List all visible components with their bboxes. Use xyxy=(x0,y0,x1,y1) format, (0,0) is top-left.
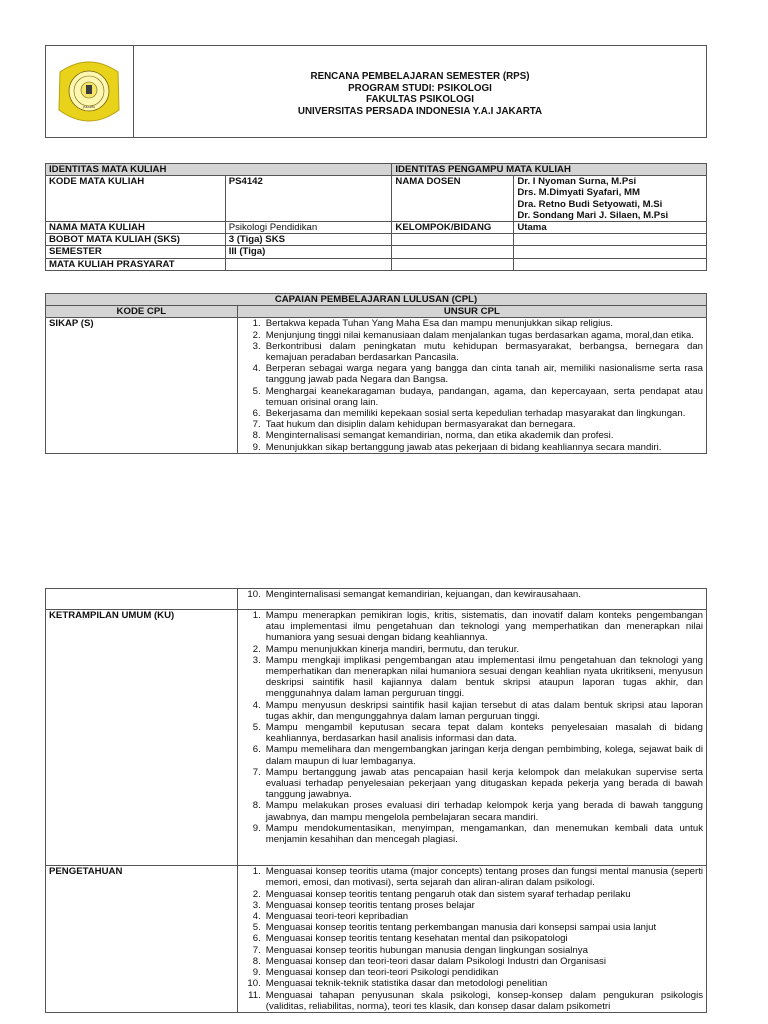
list-item xyxy=(241,889,703,900)
svg-text:JAKARTA: JAKARTA xyxy=(82,105,96,109)
list-item xyxy=(241,318,703,329)
item-number: 3. xyxy=(252,899,261,911)
logo-cell xyxy=(46,46,134,137)
dosen-list xyxy=(514,176,707,222)
item-text: Menunjukkan sikap bertanggung jawab atas pekerjaan di bidang keahliannya secara mandiri. xyxy=(265,441,662,453)
item-number: 7. xyxy=(252,944,261,956)
kode-cpl-header: KODE CPL xyxy=(46,306,238,318)
cpl-title: CAPAIAN PEMBELAJARAN LULUSAN (CPL) xyxy=(46,294,707,306)
item-number: 5. xyxy=(252,722,261,734)
table-row xyxy=(46,222,707,234)
table-row xyxy=(46,234,707,246)
table-row xyxy=(46,258,707,270)
item-text: Menjunjung tinggi nilai kemanusiaan dalam menjalankan tugas berdasarkan agama, moral,dan etika. xyxy=(265,329,694,341)
university-logo xyxy=(46,46,133,137)
table-row xyxy=(46,610,707,866)
title-line-3: FAKULTAS PSIKOLOGI xyxy=(366,94,474,105)
list-item xyxy=(241,430,703,441)
list-item xyxy=(241,945,703,956)
kelompok-value: Utama xyxy=(514,222,707,234)
item-text: Mampu memelihara dan mengembangkan jaringan kerja dengan pembimbing, kolega, sejawat baik di dalam maupun di luar lembaganya. xyxy=(265,744,703,767)
item-text: Menguasai konsep dan teori-teori Psikologi pendidikan xyxy=(265,967,499,979)
empty-cell xyxy=(514,258,707,270)
table-row xyxy=(46,866,707,1013)
item-number: 2. xyxy=(252,888,261,900)
list-item xyxy=(241,655,703,700)
list-item xyxy=(241,866,703,888)
item-number: 4. xyxy=(252,363,261,375)
identitas-pengampu-heading: IDENTITAS PENGAMPU MATA KULIAH xyxy=(392,164,707,176)
dosen-name: Dr. I Nyoman Surna, M.Psi xyxy=(517,176,637,188)
item-text: Menginternalisasi semangat kemandirian, kejuangan, dan kewirausahaan. xyxy=(265,589,581,600)
item-text: Menguasai konsep teoritis tentang pengaruh otak dan sistem syaraf terhadap perilaku xyxy=(265,888,631,900)
item-text: Menguasai teori-teori kepribadian xyxy=(265,911,409,923)
item-number: 1. xyxy=(252,318,261,330)
item-number: 9. xyxy=(252,822,261,834)
table-row xyxy=(46,176,707,222)
item-number: 8. xyxy=(252,800,261,812)
nama-value: Psikologi Pendidikan xyxy=(225,222,392,234)
item-number: 6. xyxy=(252,744,261,756)
cpl-table xyxy=(45,293,707,454)
sikap-list-continued xyxy=(241,589,703,600)
semester-label: SEMESTER xyxy=(46,246,226,258)
item-text: Bertakwa kepada Tuhan Yang Maha Esa dan mampu menunjukkan sikap religius. xyxy=(265,318,614,330)
list-item xyxy=(241,408,703,419)
list-item xyxy=(241,900,703,911)
table-row xyxy=(46,589,707,610)
item-text: Mampu mengkaji implikasi pengembangan atau implementasi ilmu pengetahuan dan teknologi yang memperhatikan dan menerapkan nilai humaniora sesuai dengan keahlian nyata ukritikseni, menyusun deskripsi saintifik hasil kajiannya dalam bentuk skripsi ataupun laporan tugas akhir, dan menggunahnya dalam laman perguruan tinggi. xyxy=(265,654,703,700)
identitas-table xyxy=(45,163,707,271)
item-text: Menguasai konsep teoritis tentang perkembangan manusia dari konsepsi sampai usia lanjut xyxy=(265,922,657,934)
item-text: Mampu menunjukkan kinerja mandiri, bermutu, dan terukur. xyxy=(265,643,520,655)
item-text: Mampu bertanggung jawab atas pencapaian hasil kerja kelompok dan melakukan supervise serta evaluasi terhadap penyelesaian pekerjaan yang ditugaskan kepada pekerja yang berada di bawah tanggung jawabnya. xyxy=(265,766,703,801)
item-text: Menguasai teknik-teknik statistika dasar dan metodologi penelitian xyxy=(265,978,548,990)
item-number: 8. xyxy=(252,955,261,967)
empty-cell xyxy=(392,246,514,258)
ku-items xyxy=(237,610,706,866)
item-number: 5. xyxy=(252,922,261,934)
item-text: Mampu mengambil keputusan secara tepat dalam konteks penyelesaian masalah di bidang keahliannya, berdasarkan hasil analisis informasi dan data. xyxy=(265,722,703,745)
sikap-items xyxy=(237,318,706,453)
kelompok-label: KELOMPOK/BIDANG xyxy=(392,222,514,234)
list-item xyxy=(241,933,703,944)
table-row xyxy=(46,246,707,258)
empty-cell xyxy=(514,246,707,258)
empty-cell xyxy=(46,589,238,610)
item-number: 7. xyxy=(252,766,261,778)
item-text: Mampu mendokumentasikan, menyimpan, mengamankan, dan menemukan kembali data untuk menjamin kesahihan dan mencegah plagiasi. xyxy=(265,822,703,846)
unsur-cpl-header: UNSUR CPL xyxy=(237,306,706,318)
item-number: 1. xyxy=(252,610,261,621)
item-number: 3. xyxy=(252,340,261,352)
list-item xyxy=(241,990,703,1012)
item-number: 11. xyxy=(248,989,261,1001)
cpl-column-header-row xyxy=(46,306,707,318)
item-number: 7. xyxy=(252,419,261,431)
list-item xyxy=(241,442,703,453)
nama-label: NAMA MATA KULIAH xyxy=(46,222,226,234)
sikap-list xyxy=(241,318,703,452)
item-number: 6. xyxy=(252,933,261,945)
cpl-table-continued xyxy=(45,588,707,1013)
item-number: 10. xyxy=(247,589,261,600)
list-item xyxy=(241,967,703,978)
prasyarat-label: MATA KULIAH PRASYARAT xyxy=(46,258,226,270)
dosen-name: Dr. Sondang Mari J. Silaen, M.Psi xyxy=(517,209,669,221)
empty-cell xyxy=(225,258,392,270)
list-item xyxy=(241,744,703,766)
list-item xyxy=(241,419,703,430)
pengetahuan-items xyxy=(237,866,706,1013)
list-item xyxy=(241,911,703,922)
item-number: 9. xyxy=(252,967,261,979)
item-text: Menghargai keanekaragaman budaya, pandangan, agama, dan kepercayaan, serta pendapat atau temuan orisinal orang lain. xyxy=(265,385,703,408)
kode-value: PS4142 xyxy=(225,176,392,222)
list-item xyxy=(241,363,703,385)
item-text: Menguasai konsep teoritis tentang proses belajar xyxy=(265,899,475,911)
list-item xyxy=(241,644,703,655)
list-item xyxy=(241,722,703,744)
item-number: 6. xyxy=(252,408,261,420)
item-text: Mampu melakukan proses evaluasi diri terhadap kelompok kerja yang berada di bawah tanggung jawabnya, dan mampu mengelola pembelajaran secara mandiri. xyxy=(265,800,703,823)
item-text: Menguasai konsep teoritis utama (major concepts) tentang proses dan fungsi mental manusia (seperti memori, emosi, dan motivasi), serta sejarah dan aliran-aliran dalam psikologi. xyxy=(265,866,703,889)
cpl-title-row xyxy=(46,294,707,306)
title-line-2: PROGRAM STUDI: PSIKOLOGI xyxy=(348,82,492,94)
empty-cell xyxy=(514,234,707,246)
dosen-label: NAMA DOSEN xyxy=(392,176,514,222)
table-row xyxy=(46,318,707,453)
item-number: 8. xyxy=(252,430,261,442)
item-text: Menguasai konsep teoritis tentang kesehatan mental dan psikopatologi xyxy=(265,933,568,945)
list-item xyxy=(241,922,703,933)
ku-label: KETRAMPILAN UMUM (KU) xyxy=(46,610,238,866)
list-item xyxy=(241,386,703,408)
list-item xyxy=(241,978,703,989)
item-text: Mampu menerapkan pemikiran logis, kritis, sistematis, dan inovatif dalam konteks pengembangan atau implementasi ilmu pengetahuan dan teknologi yang memperhatikan dan menerapkan nilai humaniora yang sesuai dengan bidang keahliannya. xyxy=(265,610,703,644)
item-text: Menginternalisasi semangat kemandirian, norma, dan etika akademik dan profesi. xyxy=(265,430,614,442)
dosen-name: Drs. M.Dimyati Syafari, MM xyxy=(517,187,640,199)
list-item xyxy=(241,341,703,363)
kode-label: KODE MATA KULIAH xyxy=(46,176,226,222)
identitas-mk-heading: IDENTITAS MATA KULIAH xyxy=(46,164,392,176)
list-item xyxy=(241,800,703,822)
item-number: 1. xyxy=(252,866,261,878)
list-item xyxy=(241,956,703,967)
sikap-label: SIKAP (S) xyxy=(46,318,238,453)
list-item xyxy=(241,330,703,341)
bobot-label: BOBOT MATA KULIAH (SKS) xyxy=(46,234,226,246)
item-text: Menguasai konsep dan teori-teori dasar dalam Psikologi Industri dan Organisasi xyxy=(265,955,606,967)
list-item xyxy=(241,767,703,801)
item-number: 4. xyxy=(252,911,261,923)
document-title xyxy=(134,71,706,117)
item-text: Mampu menyusun deskripsi saintifik hasil kajian tersebut di atas dalam bentuk skripsi atau laporan tugas akhir, dan mengunggahnya dalam laman perguruan tinggi. xyxy=(265,699,703,722)
empty-cell xyxy=(392,258,514,270)
title-line-4: UNIVERSITAS PERSADA INDONESIA Y.A.I JAKARTA xyxy=(297,105,543,117)
bobot-value: 3 (Tiga) SKS xyxy=(225,234,392,246)
item-number: 2. xyxy=(252,329,261,341)
item-number: 4. xyxy=(252,699,261,711)
item-number: 10. xyxy=(247,978,261,990)
item-text: Menguasai konsep teoritis hubungan manusia dengan lingkungan sosialnya xyxy=(265,944,588,956)
dosen-name: Dra. Retno Budi Setyowati, M.Si xyxy=(517,198,663,210)
item-text: Menguasai tahapan penyusunan skala psikologi, konsep-konsep dalam pengukuran psikologis (validitas, reliabilitas, norma), teori tes klasik, dan konsep dasar dalam psikometri xyxy=(265,989,703,1012)
item-text: Taat hukum dan disiplin dalam kehidupan bermasyarakat dan bernegara. xyxy=(265,419,576,431)
item-number: 5. xyxy=(252,385,261,397)
list-item xyxy=(241,823,703,845)
identitas-header-row xyxy=(46,164,707,176)
list-item xyxy=(241,610,703,644)
sikap-continued xyxy=(237,589,706,610)
list-item xyxy=(241,700,703,722)
ku-list xyxy=(241,610,703,845)
semester-value: III (Tiga) xyxy=(225,246,392,258)
item-number: 3. xyxy=(252,654,261,666)
empty-cell xyxy=(392,234,514,246)
pengetahuan-label: PENGETAHUAN xyxy=(46,866,238,1013)
item-text: Berkontribusi dalam peningkatan mutu kehidupan bermasyarakat, berbangsa, bernegara dan kemajuan peradaban berdasarkan Pancasila. xyxy=(265,340,703,364)
item-number: 9. xyxy=(252,441,261,453)
list-item xyxy=(241,589,703,600)
title-line-1: RENCANA PEMBELAJARAN SEMESTER (RPS) xyxy=(310,71,530,82)
document-header xyxy=(45,45,707,138)
item-text: Berperan sebagai warga negara yang bangga dan cinta tanah air, memiliki nasionalisme serta rasa tanggung jawab pada Negara dan Bangsa. xyxy=(265,363,703,386)
pengetahuan-list xyxy=(241,866,703,1012)
item-number: 2. xyxy=(252,643,261,655)
item-text: Bekerjasama dan memiliki kepekaan sosial serta kepedulian terhadap masyarakat dan lingkungan. xyxy=(265,408,686,420)
